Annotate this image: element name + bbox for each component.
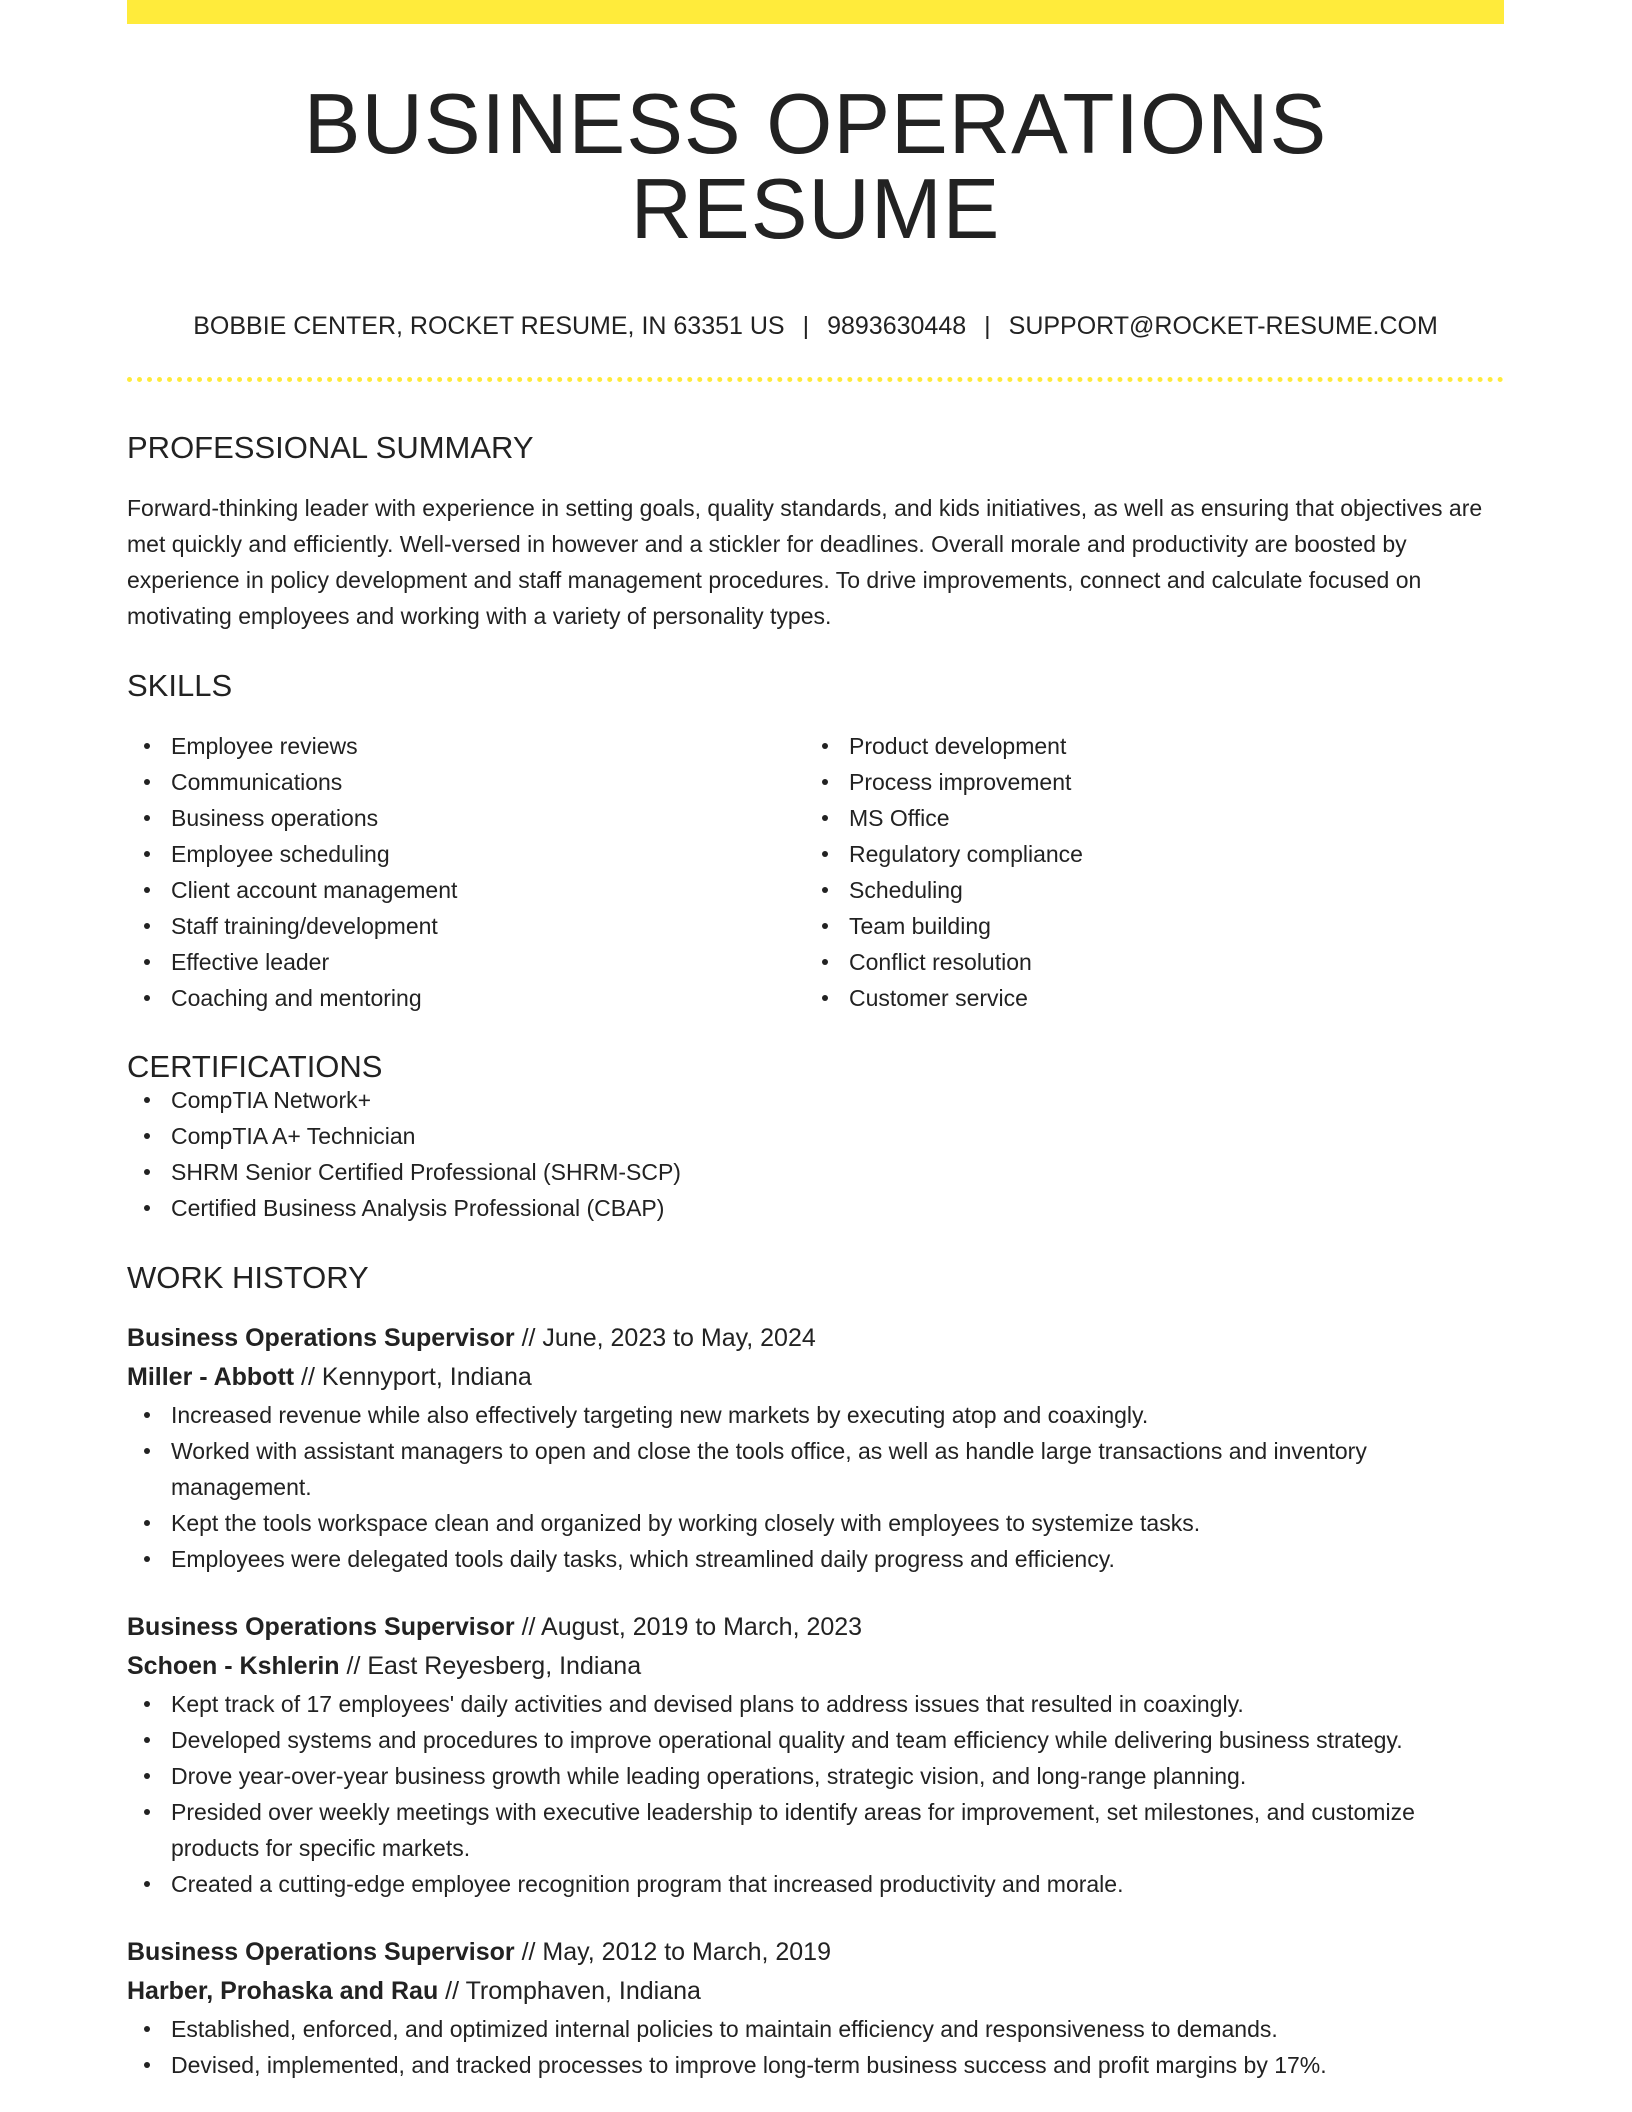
job-bullet: Increased revenue while also effectively targeting new markets by executing atop and coaxingly. — [127, 1397, 1504, 1433]
skill-item: Customer service — [805, 980, 1483, 1016]
skill-item: Communications — [127, 764, 805, 800]
skill-item: Regulatory compliance — [805, 836, 1483, 872]
summary-heading: PROFESSIONAL SUMMARY — [127, 430, 534, 465]
skill-item: Team building — [805, 908, 1483, 944]
skill-item: Conflict resolution — [805, 944, 1483, 980]
job-bullet: Established, enforced, and optimized internal policies to maintain efficiency and responsiveness to demands. — [127, 2011, 1504, 2047]
contact-address: BOBBIE CENTER, ROCKET RESUME, IN 63351 US — [193, 312, 785, 340]
job-title-line — [127, 1933, 1504, 1972]
summary-text: Forward-thinking leader with experience in setting goals, quality standards, and kids initiatives, as well as ensuring that objectives are met quickly and efficiently. Well-versed in however and a stickler for deadlines. Overall morale and productivity are boosted by experience in policy development and staff management procedures. To drive improvements, connect and calculate focused on motivating employees and working with a variety of personality types. — [127, 495, 1483, 629]
job-bullet: Developed systems and procedures to improve operational quality and team efficiency while delivering business strategy. — [127, 1722, 1504, 1758]
job-company-line — [127, 1647, 1504, 1686]
skill-item: Staff training/development — [127, 908, 805, 944]
job-company-line — [127, 1972, 1504, 2011]
job-bullet: Drove year-over-year business growth while leading operations, strategic vision, and long-range planning. — [127, 1758, 1504, 1794]
job-company: Miller - Abbott — [127, 1363, 295, 1391]
contact-separator: | — [984, 312, 991, 340]
job-bullet: Created a cutting-edge employee recognition program that increased productivity and morale. — [127, 1866, 1504, 1902]
skill-item: Coaching and mentoring — [127, 980, 805, 1016]
skills-list-left — [127, 728, 805, 1016]
resume-title: BUSINESS OPERATIONS RESUME — [303, 77, 1328, 257]
certifications-list — [127, 1082, 1504, 1226]
certification-item: CompTIA A+ Technician — [127, 1118, 1504, 1154]
job-bullet: Kept the tools workspace clean and organized by working closely with employees to systemize tasks. — [127, 1505, 1504, 1541]
job-dates: // August, 2019 to March, 2023 — [514, 1613, 863, 1641]
job-bullet: Employees were delegated tools daily tasks, which streamlined daily progress and efficiency. — [127, 1541, 1504, 1577]
skills-heading: SKILLS — [127, 668, 233, 703]
skill-item: Business operations — [127, 800, 805, 836]
contact-phone: 9893630448 — [827, 312, 967, 340]
job-title: Business Operations Supervisor — [127, 1938, 515, 1966]
job-bullet: Worked with assistant managers to open and close the tools office, as well as handle large transactions and inventory management. — [127, 1433, 1504, 1505]
job-location: // Kennyport, Indiana — [294, 1363, 532, 1391]
job-bullet: Devised, implemented, and tracked processes to improve long-term business success and profit margins by 17%. — [127, 2047, 1504, 2083]
contact-separator: | — [802, 312, 810, 340]
skills-list-right — [805, 728, 1483, 1016]
job-title: Business Operations Supervisor — [127, 1324, 515, 1352]
job-company: Schoen - Kshlerin — [127, 1652, 340, 1680]
skill-item: Employee scheduling — [127, 836, 805, 872]
job-location: // East Reyesberg, Indiana — [339, 1652, 642, 1680]
resume-page — [127, 0, 1504, 2083]
dotted-divider — [127, 377, 1504, 382]
skill-item: Process improvement — [805, 764, 1483, 800]
job-bullet-list — [127, 1397, 1504, 1577]
work-history-heading: WORK HISTORY — [127, 1260, 369, 1295]
job-entry — [127, 1608, 1504, 1902]
certification-item: SHRM Senior Certified Professional (SHRM-SCP) — [127, 1154, 1504, 1190]
certifications-heading: CERTIFICATIONS — [127, 1049, 383, 1084]
job-bullet: Kept track of 17 employees' daily activities and devised plans to address issues that resulted in coaxingly. — [127, 1686, 1504, 1722]
certification-item: CompTIA Network+ — [127, 1082, 1504, 1118]
job-company-line — [127, 1358, 1504, 1397]
skill-item: Effective leader — [127, 944, 805, 980]
skill-item: Scheduling — [805, 872, 1483, 908]
top-accent-bar — [127, 0, 1504, 24]
job-dates: // June, 2023 to May, 2024 — [514, 1324, 816, 1352]
skill-item: MS Office — [805, 800, 1483, 836]
job-location: // Tromphaven, Indiana — [438, 1977, 701, 2005]
certification-item: Certified Business Analysis Professional (CBAP) — [127, 1190, 1504, 1226]
job-bullet-list — [127, 2011, 1504, 2083]
skills-grid — [127, 728, 1504, 1016]
skill-item: Product development — [805, 728, 1483, 764]
skill-item: Employee reviews — [127, 728, 805, 764]
contact-email: SUPPORT@ROCKET-RESUME.COM — [1008, 312, 1438, 340]
job-entry — [127, 1319, 1504, 1577]
job-title: Business Operations Supervisor — [127, 1613, 515, 1641]
skill-item: Client account management — [127, 872, 805, 908]
job-bullet: Presided over weekly meetings with executive leadership to identify areas for improvement, set milestones, and customize products for specific markets. — [127, 1794, 1504, 1866]
job-title-line — [127, 1608, 1504, 1647]
job-title-line — [127, 1319, 1504, 1358]
job-entry — [127, 1933, 1504, 2083]
job-company: Harber, Prohaska and Rau — [127, 1977, 439, 2005]
job-bullet-list — [127, 1686, 1504, 1902]
job-dates: // May, 2012 to March, 2019 — [514, 1938, 831, 1966]
contact-line — [127, 314, 1504, 339]
